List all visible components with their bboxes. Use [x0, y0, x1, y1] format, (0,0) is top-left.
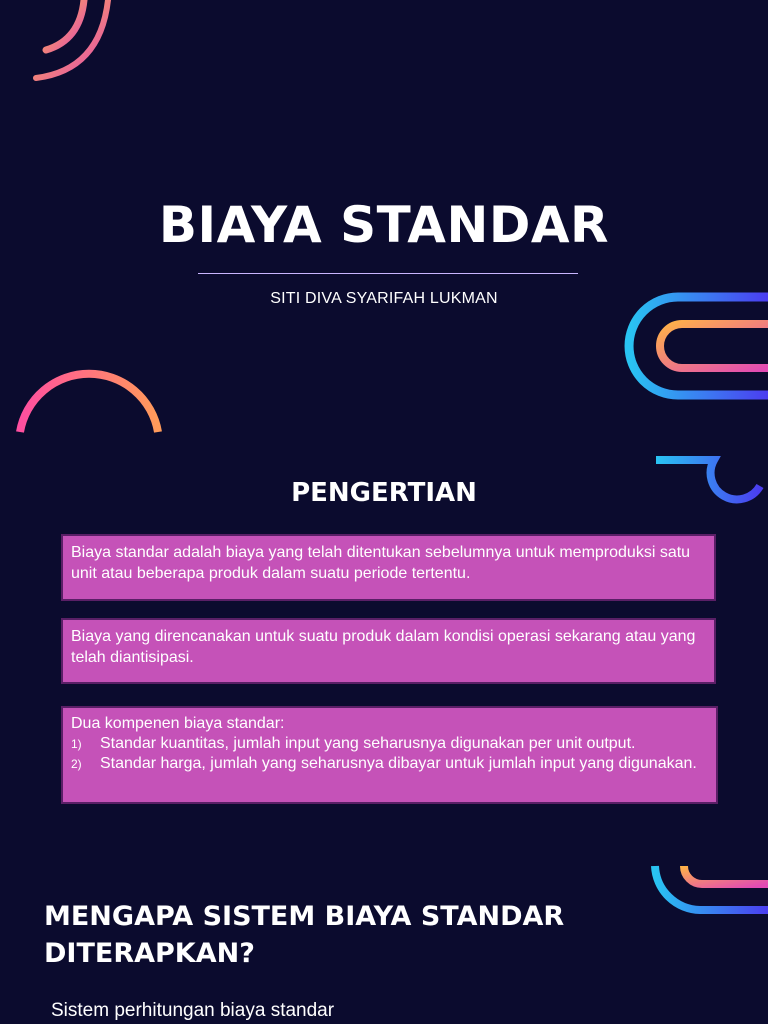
definition-card-2 — [61, 618, 716, 684]
page-title: BIAYA STANDAR — [158, 196, 610, 254]
list-item-number: 1) — [71, 737, 82, 751]
definition-card-1 — [61, 534, 716, 601]
components-card — [61, 706, 718, 804]
why-body-text: Sistem perhitungan biaya standar — [51, 1000, 335, 1021]
title-divider — [198, 273, 578, 274]
list-item — [71, 754, 708, 774]
list-item-number: 2) — [71, 757, 82, 771]
list-item-text: Standar harga, jumlah yang seharusnya dibayar untuk jumlah input yang digunakan. — [100, 755, 697, 772]
definition-card-1-text: Biaya standar adalah biaya yang telah ditentukan sebelumnya untuk memproduksi satu unit atau beberapa produk dalam suatu periode tertentu. — [71, 544, 691, 582]
section-heading-pengertian: PENGERTIAN — [291, 478, 477, 508]
list-item-text: Standar kuantitas, jumlah input yang seharusnya digunakan per unit output. — [100, 735, 636, 752]
components-list — [71, 734, 708, 774]
list-item — [71, 734, 708, 754]
section-heading-why: MENGAPA SISTEM BIAYA STANDAR DITERAPKAN? — [44, 901, 565, 969]
definition-card-2-text: Biaya yang direncanakan untuk suatu produk dalam kondisi operasi sekarang atau yang telah diantisipasi. — [71, 628, 696, 666]
author-name: SITI DIVA SYARIFAH LUKMAN — [270, 290, 498, 307]
components-intro: Dua kompenen biaya standar: — [71, 715, 285, 732]
